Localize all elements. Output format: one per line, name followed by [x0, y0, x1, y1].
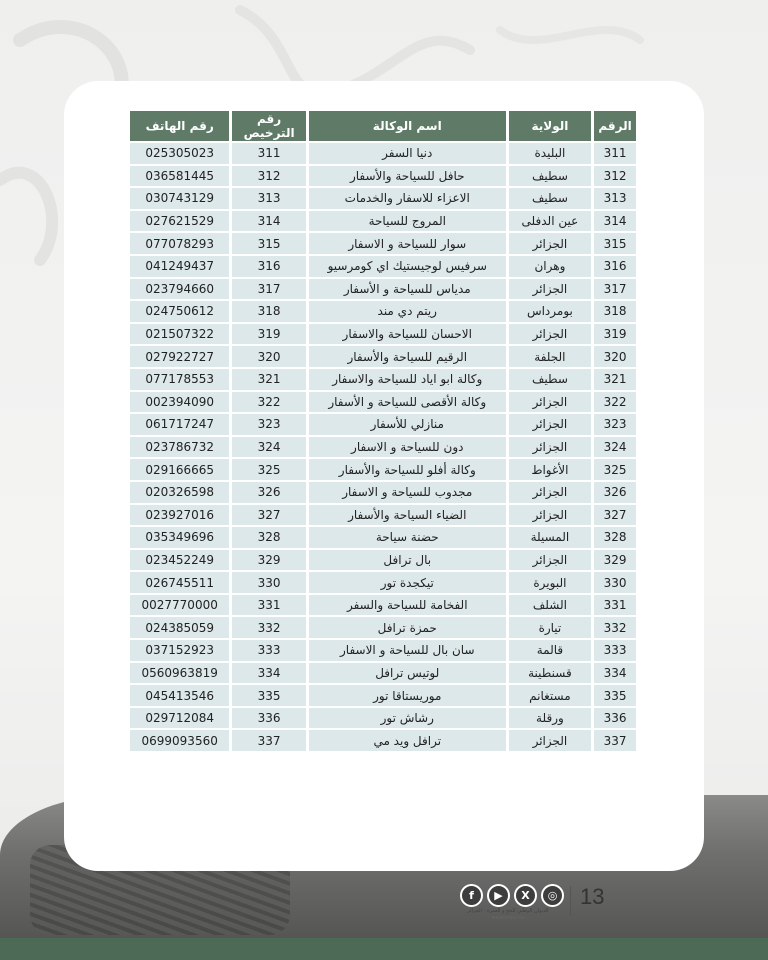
- cell-num: 325: [594, 459, 636, 480]
- cell-num: 327: [594, 505, 636, 526]
- cell-wilaya: سطيف: [509, 166, 591, 187]
- table-row: [130, 685, 636, 706]
- header-phone: رقم الهاتف: [130, 111, 229, 141]
- cell-license: 316: [232, 256, 305, 277]
- page-number: 13: [580, 884, 605, 909]
- cell-agency: لوتيس ترافل: [309, 663, 506, 684]
- table-row: [130, 324, 636, 345]
- cell-phone: 024385059: [130, 617, 229, 638]
- cell-phone: 061717247: [130, 414, 229, 435]
- cell-wilaya: الأغواط: [509, 459, 591, 480]
- cell-license: 321: [232, 369, 305, 390]
- table-row: [130, 527, 636, 548]
- social-icons: [460, 884, 564, 907]
- cell-agency: سوار للسياحة و الاسفار: [309, 233, 506, 254]
- cell-license: 327: [232, 505, 305, 526]
- cell-agency: وكالة ابو اياد للسياحة والاسفار: [309, 369, 506, 390]
- cell-wilaya: ورقلة: [509, 708, 591, 729]
- cell-agency: ترافل ويد مي: [309, 730, 506, 751]
- header-num: الرقم: [594, 111, 636, 141]
- youtube-icon[interactable]: ▶: [487, 884, 510, 907]
- table-row: [130, 301, 636, 322]
- cell-wilaya: قسنطينة: [509, 663, 591, 684]
- table-row: [130, 166, 636, 187]
- table-row: [130, 550, 636, 571]
- table-header-row: [130, 111, 636, 141]
- cell-num: 315: [594, 233, 636, 254]
- cell-wilaya: الجزائر: [509, 392, 591, 413]
- cell-num: 319: [594, 324, 636, 345]
- cell-phone: 023927016: [130, 505, 229, 526]
- table-row: [130, 663, 636, 684]
- cell-wilaya: سطيف: [509, 369, 591, 390]
- cell-phone: 026745511: [130, 572, 229, 593]
- cell-license: 324: [232, 437, 305, 458]
- cell-wilaya: عين الدفلى: [509, 211, 591, 232]
- cell-license: 330: [232, 572, 305, 593]
- cell-license: 315: [232, 233, 305, 254]
- cell-agency: حضنة سياحة: [309, 527, 506, 548]
- cell-wilaya: الجزائر: [509, 505, 591, 526]
- cell-phone: 002394090: [130, 392, 229, 413]
- table-row: [130, 346, 636, 367]
- table-row: [130, 482, 636, 503]
- cell-license: 334: [232, 663, 305, 684]
- cell-phone: 035349696: [130, 527, 229, 548]
- cell-wilaya: بومرداس: [509, 301, 591, 322]
- cell-phone: 023794660: [130, 279, 229, 300]
- cell-agency: رشاش تور: [309, 708, 506, 729]
- header-license: رقم الترخيص: [232, 111, 305, 141]
- cell-num: 331: [594, 595, 636, 616]
- agencies-table: [127, 109, 639, 753]
- cell-num: 330: [594, 572, 636, 593]
- cell-wilaya: الجزائر: [509, 324, 591, 345]
- x-icon[interactable]: X: [514, 884, 537, 907]
- cell-phone: 030743129: [130, 188, 229, 209]
- cell-wilaya: المسيلة: [509, 527, 591, 548]
- cell-wilaya: الجزائر: [509, 550, 591, 571]
- cell-agency: الاحسان للسياحة والاسفار: [309, 324, 506, 345]
- cell-num: 316: [594, 256, 636, 277]
- cell-wilaya: الجزائر: [509, 279, 591, 300]
- table-row: [130, 369, 636, 390]
- cell-phone: 036581445: [130, 166, 229, 187]
- table-row: [130, 211, 636, 232]
- cell-phone: 025305023: [130, 143, 229, 164]
- cell-num: 317: [594, 279, 636, 300]
- cell-phone: 0027770000: [130, 595, 229, 616]
- cell-agency: حمزة ترافل: [309, 617, 506, 638]
- cell-license: 319: [232, 324, 305, 345]
- cell-agency: وكالة أفلو للسياحة والأسفار: [309, 459, 506, 480]
- cell-num: 313: [594, 188, 636, 209]
- cell-phone: 029166665: [130, 459, 229, 480]
- cell-license: 317: [232, 279, 305, 300]
- cell-agency: وكالة الأقصى للسياحة و الأسفار: [309, 392, 506, 413]
- cell-wilaya: البليدة: [509, 143, 591, 164]
- cell-phone: 077078293: [130, 233, 229, 254]
- cell-license: 318: [232, 301, 305, 322]
- cell-wilaya: الجزائر: [509, 730, 591, 751]
- cell-num: 312: [594, 166, 636, 187]
- cell-license: 313: [232, 188, 305, 209]
- cell-license: 335: [232, 685, 305, 706]
- footer-separator: [570, 886, 571, 916]
- table-row: [130, 233, 636, 254]
- cell-num: 332: [594, 617, 636, 638]
- table-row: [130, 143, 636, 164]
- cell-num: 333: [594, 640, 636, 661]
- cell-agency: تيكجدة تور: [309, 572, 506, 593]
- table-row: [130, 617, 636, 638]
- table-row: [130, 595, 636, 616]
- cell-license: 337: [232, 730, 305, 751]
- table-row: [130, 279, 636, 300]
- cell-license: 332: [232, 617, 305, 638]
- cell-wilaya: قالمة: [509, 640, 591, 661]
- cell-agency: المروج للسياحة: [309, 211, 506, 232]
- table-body: [130, 143, 636, 751]
- cell-agency: الاعزاء للاسفار والخدمات: [309, 188, 506, 209]
- cell-num: 318: [594, 301, 636, 322]
- table-row: [130, 730, 636, 751]
- cell-phone: 029712084: [130, 708, 229, 729]
- table-row: [130, 392, 636, 413]
- bottom-green-bar: [0, 938, 768, 960]
- table-row: [130, 572, 636, 593]
- cell-phone: 020326598: [130, 482, 229, 503]
- cell-num: 326: [594, 482, 636, 503]
- cell-license: 329: [232, 550, 305, 571]
- cell-wilaya: الجزائر: [509, 437, 591, 458]
- cell-num: 321: [594, 369, 636, 390]
- cell-phone: 037152923: [130, 640, 229, 661]
- cell-agency: ريتم دي مند: [309, 301, 506, 322]
- cell-license: 336: [232, 708, 305, 729]
- cell-num: 328: [594, 527, 636, 548]
- cell-wilaya: الجزائر: [509, 482, 591, 503]
- cell-wilaya: وهران: [509, 256, 591, 277]
- content-card: [64, 81, 704, 871]
- footer: [460, 884, 620, 924]
- cell-num: 336: [594, 708, 636, 729]
- cell-phone: 077178553: [130, 369, 229, 390]
- table-row: [130, 708, 636, 729]
- cell-wilaya: البويرة: [509, 572, 591, 593]
- cell-wilaya: الشلف: [509, 595, 591, 616]
- cell-phone: 023786732: [130, 437, 229, 458]
- cell-agency: الضياء السياحة والأسفار: [309, 505, 506, 526]
- cell-num: 322: [594, 392, 636, 413]
- cell-wilaya: الجزائر: [509, 414, 591, 435]
- cell-license: 311: [232, 143, 305, 164]
- cell-agency: منازلي للأسفار: [309, 414, 506, 435]
- cell-num: 329: [594, 550, 636, 571]
- cell-license: 326: [232, 482, 305, 503]
- cell-phone: 024750612: [130, 301, 229, 322]
- cell-phone: 0560963819: [130, 663, 229, 684]
- cell-phone: 021507322: [130, 324, 229, 345]
- cell-agency: دنيا السفر: [309, 143, 506, 164]
- cell-agency: حافل للسياحة والأسفار: [309, 166, 506, 187]
- cell-license: 314: [232, 211, 305, 232]
- cell-num: 337: [594, 730, 636, 751]
- table-row: [130, 505, 636, 526]
- table-row: [130, 188, 636, 209]
- org-name: الديوان الوطني للحج و العمرة - الجزائر: [467, 908, 549, 914]
- cell-agency: الرقيم للسياحة والأسفار: [309, 346, 506, 367]
- cell-num: 323: [594, 414, 636, 435]
- cell-wilaya: سطيف: [509, 188, 591, 209]
- cell-phone: 045413546: [130, 685, 229, 706]
- cell-phone: 027621529: [130, 211, 229, 232]
- cell-license: 325: [232, 459, 305, 480]
- cell-num: 334: [594, 663, 636, 684]
- instagram-icon[interactable]: ◎: [541, 884, 564, 907]
- cell-phone: 041249437: [130, 256, 229, 277]
- cell-license: 322: [232, 392, 305, 413]
- cell-agency: مجدوب للسياحة و الاسفار: [309, 482, 506, 503]
- cell-license: 312: [232, 166, 305, 187]
- table-row: [130, 414, 636, 435]
- cell-num: 314: [594, 211, 636, 232]
- cell-license: 333: [232, 640, 305, 661]
- header-agency: اسم الوكالة: [309, 111, 506, 141]
- cell-agency: دون للسياحة و الاسفار: [309, 437, 506, 458]
- header-wilaya: الولاية: [509, 111, 591, 141]
- table-row: [130, 640, 636, 661]
- cell-phone: 027922727: [130, 346, 229, 367]
- table-row: [130, 459, 636, 480]
- cell-license: 323: [232, 414, 305, 435]
- cell-num: 320: [594, 346, 636, 367]
- cell-agency: مدياس للسياحة و الأسفار: [309, 279, 506, 300]
- cell-wilaya: مستغانم: [509, 685, 591, 706]
- cell-wilaya: الجزائر: [509, 233, 591, 254]
- cell-num: 311: [594, 143, 636, 164]
- cell-agency: الفخامة للسياحة والسفر: [309, 595, 506, 616]
- table-row: [130, 437, 636, 458]
- cell-phone: 023452249: [130, 550, 229, 571]
- cell-agency: سان بال للسياحة و الاسفار: [309, 640, 506, 661]
- cell-num: 324: [594, 437, 636, 458]
- cell-num: 335: [594, 685, 636, 706]
- table-row: [130, 256, 636, 277]
- cell-agency: بال ترافل: [309, 550, 506, 571]
- cell-phone: 0699093560: [130, 730, 229, 751]
- cell-license: 331: [232, 595, 305, 616]
- facebook-icon[interactable]: f: [460, 884, 483, 907]
- cell-agency: سرفيس لوجيستيك اي كومرسيو: [309, 256, 506, 277]
- cell-wilaya: الجلفة: [509, 346, 591, 367]
- cell-license: 328: [232, 527, 305, 548]
- cell-agency: موريستاقا تور: [309, 685, 506, 706]
- cell-license: 320: [232, 346, 305, 367]
- org-url[interactable]: www.onpo.dz: [491, 915, 525, 921]
- cell-wilaya: تيارة: [509, 617, 591, 638]
